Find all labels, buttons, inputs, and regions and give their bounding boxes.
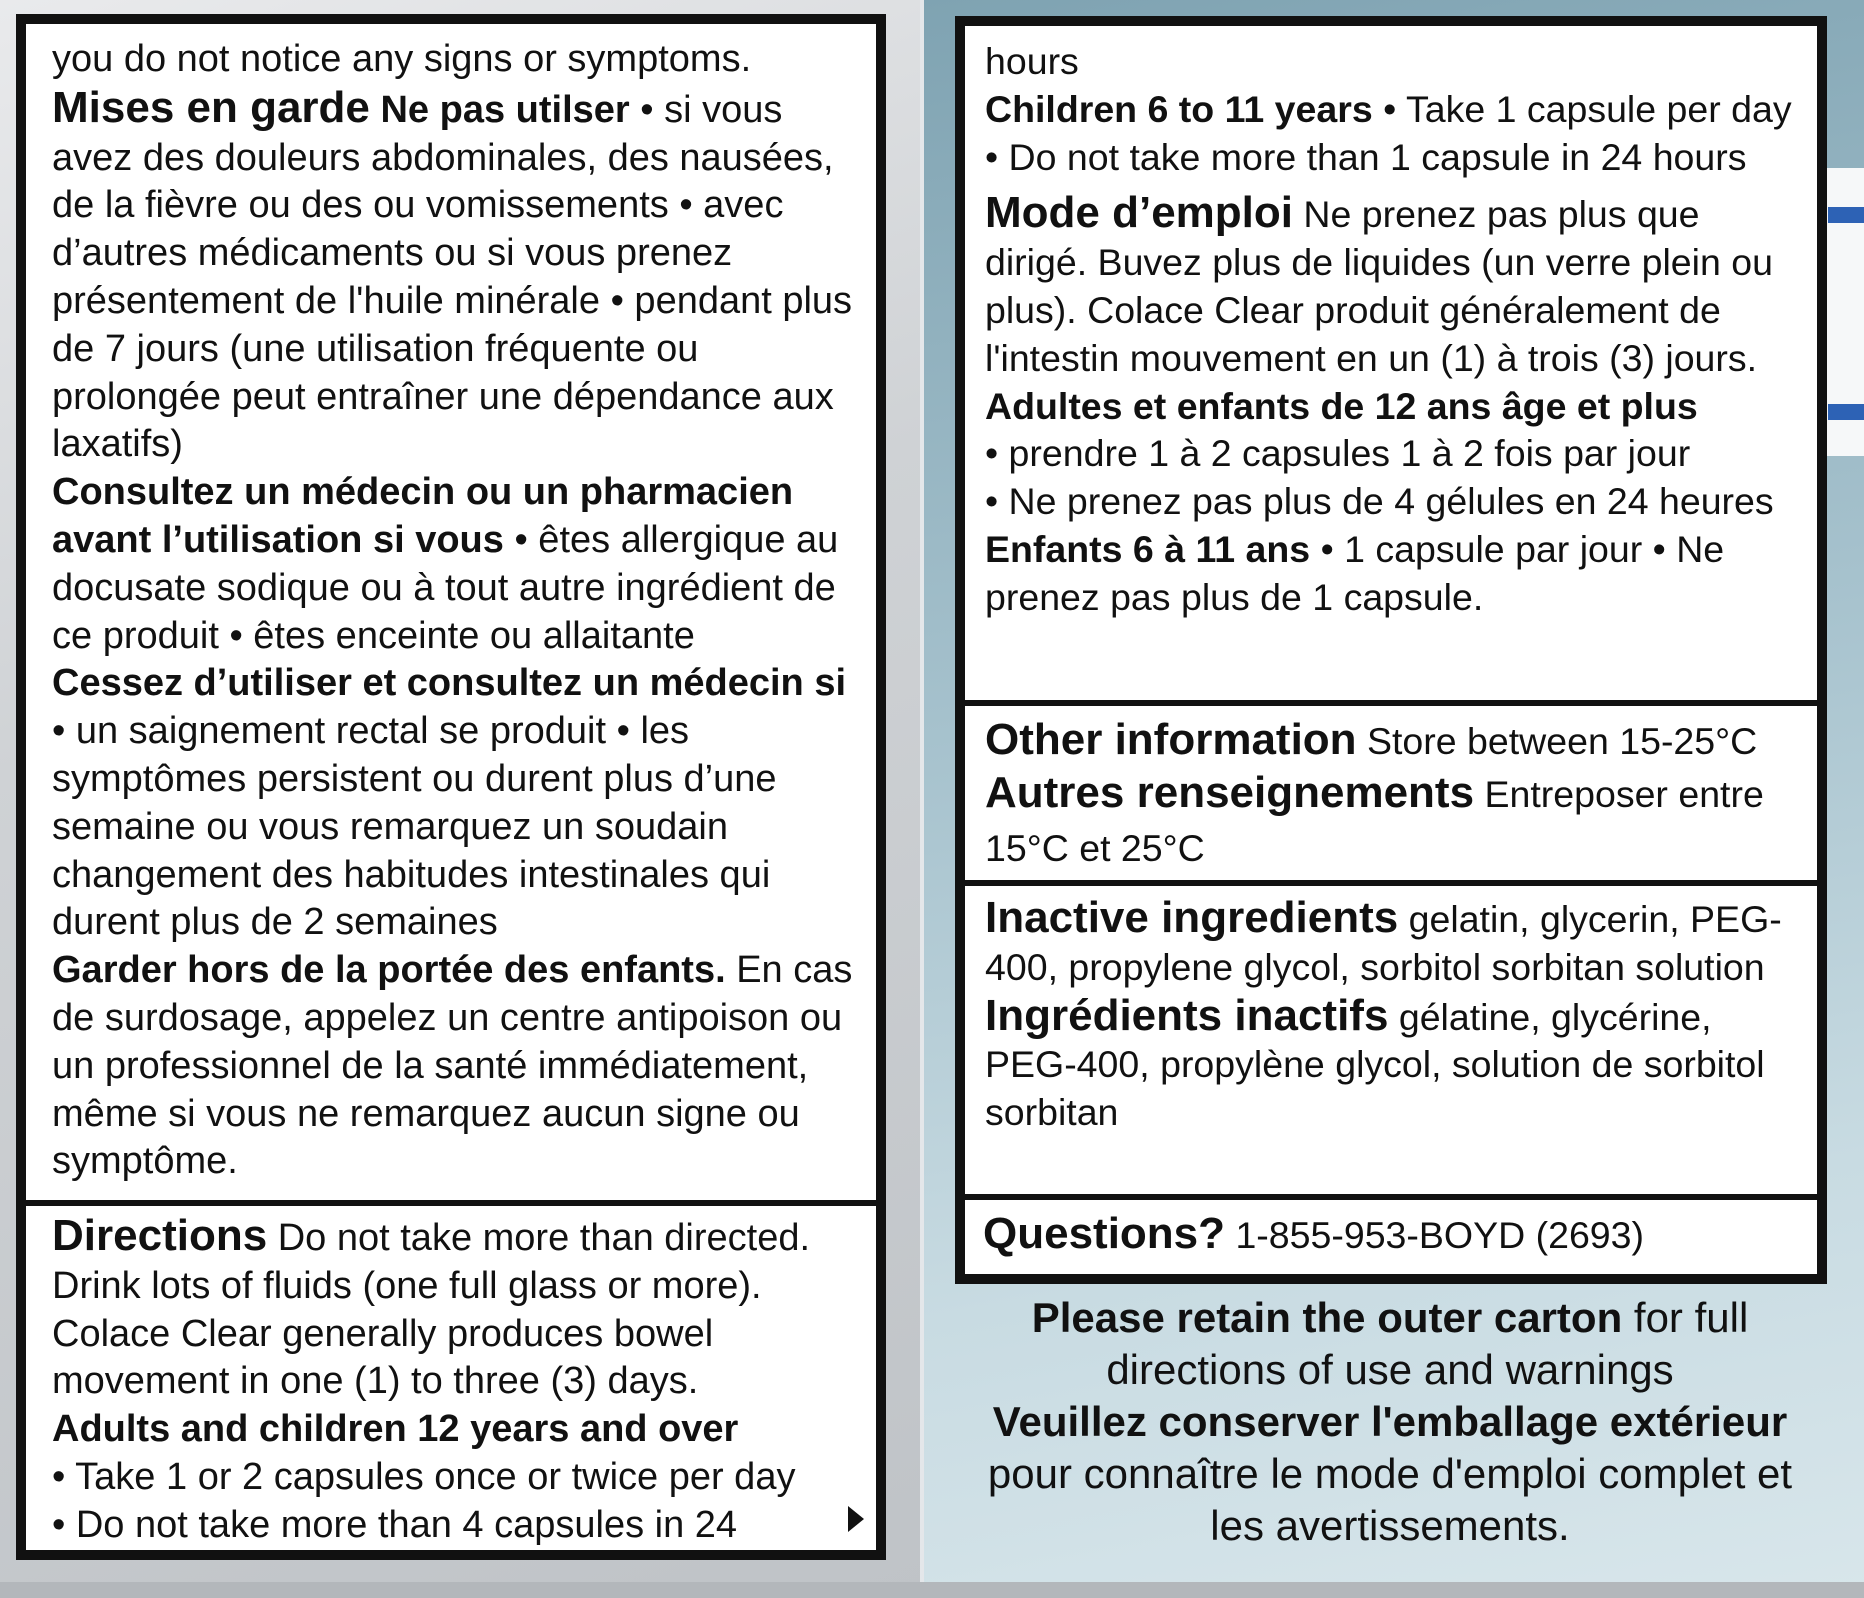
keep-away-label: Garder hors de la portée des enfants. — [52, 949, 726, 992]
directions-en-heading: Directions — [52, 1211, 268, 1260]
children-fr-text: • 1 capsule par jour • Ne prenez pas plus de 1 capsule. — [985, 527, 1725, 618]
other-info-fr-text: Entreposer entre 15°C et 25°C — [985, 772, 1764, 869]
questions-heading: Questions? — [983, 1209, 1226, 1258]
right-drug-facts-panel — [955, 16, 1827, 1284]
directions-fr-text: Ne prenez pas plus que dirigé. Buvez plus de liquides (un verre plein ou plus). Colace Clear produit généralement de l'intestin mouvement en un (1) à trois (3) jours. — [985, 193, 1773, 379]
carton-fold-line — [920, 0, 924, 1598]
directions-continued-section — [965, 26, 1817, 700]
adults-fr-label: Adultes et enfants de 12 ans âge et plus — [985, 384, 1698, 427]
do-not-use-text: • si vous avez des douleurs abdominales, des nausées, de la fièvre ou des ou vomissements • avec d’autres médicaments ou si vous prenez présentement de l'huile minérale • pendant plus de 7 jours (une utilisation fréquente ou prolongée peut entraîner une dépendance aux laxatifs) — [52, 88, 853, 466]
carton-bottom-edge — [0, 1582, 1864, 1598]
directions-fr-paragraph — [985, 189, 1805, 382]
warnings-fr-paragraph — [52, 84, 864, 469]
questions-section — [965, 1194, 1817, 1274]
adults-fr-line2: • Ne prenez pas plus de 4 gélules en 24 heures — [985, 480, 1774, 523]
children-en-paragraph — [985, 86, 1805, 182]
directions-fr-heading: Mode d’emploi — [985, 188, 1293, 238]
other-info-fr-paragraph — [985, 766, 1805, 875]
retain-carton-fr-bold: Veuillez conserver l'emballage extérieur — [992, 1398, 1788, 1445]
retain-carton-fr-text: pour connaître le mode d'emploi complet et les avertissements. — [987, 1450, 1793, 1549]
ask-doctor-text: • êtes allergique au docusate sodique ou à tout autre ingrédient de ce produit • êtes enceinte ou allaitante — [52, 518, 839, 657]
retain-carton-note-fr — [960, 1396, 1820, 1552]
children-fr-label: Enfants 6 à 11 ans — [985, 527, 1311, 570]
warnings-fr-heading: Mises en garde — [52, 82, 370, 132]
other-info-en-paragraph — [985, 716, 1805, 766]
warnings-fr-section — [26, 24, 876, 1200]
directions-en-paragraph — [52, 1212, 864, 1406]
keep-away-text: En cas de surdosage, appelez un centre antipoison ou un professionnel de la santé immédiatement, même si vous ne remarquez aucun signe ou symptôme. — [52, 949, 853, 1183]
blue-stripe-top — [1828, 207, 1864, 223]
directions-en-section — [26, 1200, 876, 1550]
warnings-intro-continuation: you do not notice any signs or symptoms. — [52, 38, 752, 80]
other-info-en-heading: Other information — [985, 715, 1357, 764]
other-info-fr-heading: Autres renseignements — [985, 767, 1475, 817]
continue-arrow-icon — [848, 1506, 864, 1532]
children-en-label: Children 6 to 11 years — [985, 87, 1373, 130]
other-information-section — [965, 700, 1817, 880]
inactive-en-text: gelatin, glycerin, PEG-400, propylene glycol, sorbitol sorbitan solution — [985, 898, 1782, 988]
inactive-en-paragraph — [985, 894, 1805, 992]
retain-carton-en-bold: Please retain the outer carton — [1031, 1294, 1623, 1341]
adults-en-line1: • Take 1 or 2 capsules once or twice per day — [52, 1455, 796, 1498]
other-info-en-text: Store between 15-25°C — [1356, 720, 1758, 762]
ask-doctor-label: Consultez un médecin ou un pharmacien avant l’utilisation si vous — [52, 471, 794, 561]
do-not-use-label: Ne pas utilser — [380, 88, 630, 131]
stop-use-label: Cessez d’utiliser et consultez un médecin si — [52, 662, 847, 705]
questions-phone: 1-855-953-BOYD (2693) — [1225, 1214, 1644, 1256]
ask-doctor-paragraph — [52, 469, 864, 660]
inactive-fr-text: gélatine, glycérine, PEG-400, propylène glycol, solution de sorbitol sorbitan — [985, 995, 1765, 1134]
retain-carton-note — [960, 1292, 1820, 1552]
left-drug-facts-panel — [16, 14, 886, 1560]
adults-en-line2: • Do not take more than 4 capsules in 24 — [52, 1503, 738, 1546]
children-en-text: • Take 1 capsule per day • Do not take more than 1 capsule in 24 hours — [985, 87, 1792, 178]
hours-continuation: hours — [985, 40, 1079, 82]
children-fr-paragraph — [985, 526, 1805, 622]
directions-en-text: Do not take more than directed. Drink lots of fluids (one full glass or more). Colace Clear generally produces bowel movement in one (1) to three (3) days. — [52, 1217, 811, 1403]
inactive-fr-heading: Ingrédients inactifs — [985, 990, 1389, 1040]
inactive-en-heading: Inactive ingredients — [985, 893, 1399, 942]
stop-use-paragraph — [52, 660, 864, 947]
inactive-ingredients-section — [965, 880, 1817, 1194]
retain-carton-en-text: for full directions of use and warnings — [1106, 1294, 1749, 1393]
inactive-fr-paragraph — [985, 992, 1805, 1137]
stop-use-text: • un saignement rectal se produit • les symptômes persistent ou durent plus d’une semaine ou vous remarquez un soudain changement des habitudes intestinales qui durent plus de 2 semaines — [52, 710, 777, 944]
adults-en-label: Adults and children 12 years and over — [52, 1408, 739, 1451]
keep-away-paragraph — [52, 947, 864, 1186]
blue-stripe-bottom — [1828, 404, 1864, 420]
questions-paragraph — [983, 1210, 1805, 1260]
retain-carton-note-en — [960, 1292, 1820, 1396]
adults-fr-line1: • prendre 1 à 2 capsules 1 à 2 fois par jour — [985, 432, 1691, 475]
